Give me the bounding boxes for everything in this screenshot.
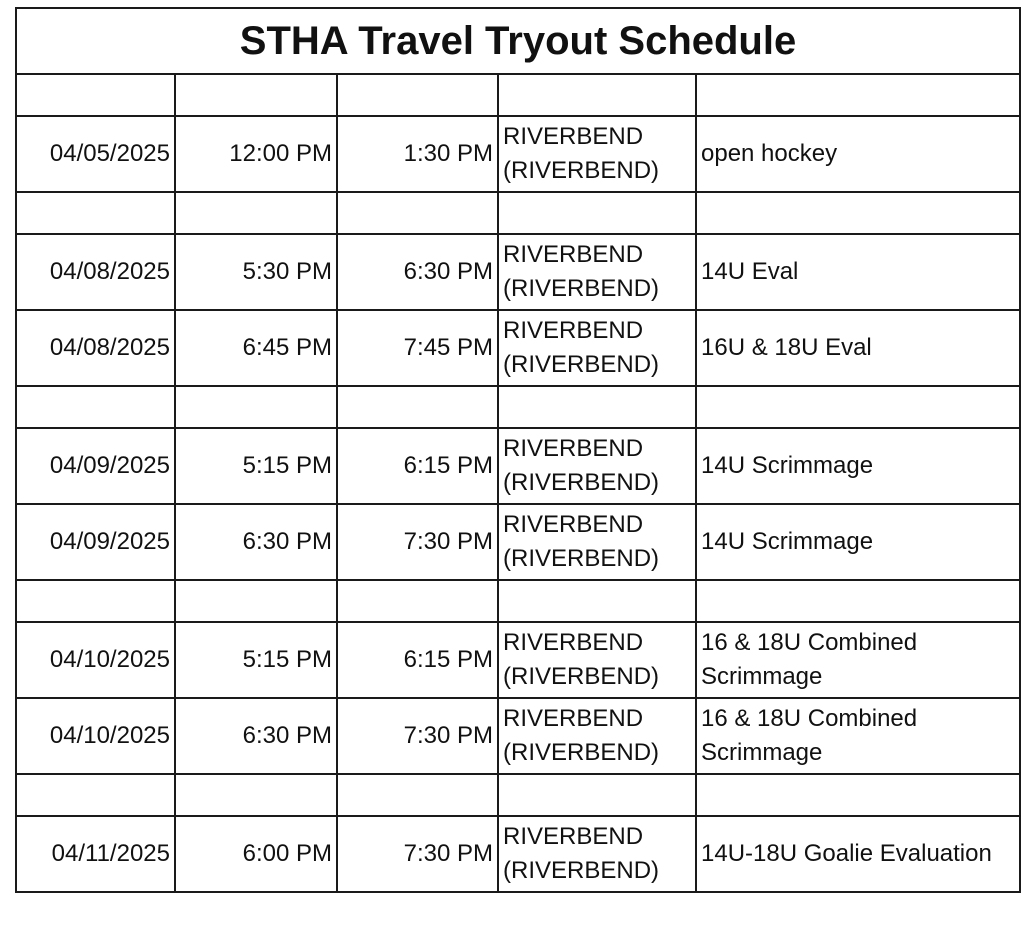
table-row [16,698,1020,774]
table-row [16,310,1020,386]
location-cell [498,622,696,698]
description-cell: 14U Scrimmage [696,428,1020,504]
empty-cell [175,192,337,234]
location-rink: (RIVERBEND) [503,157,660,184]
location-name: RIVERBEND [503,511,644,538]
empty-cell [175,386,337,428]
start-time-cell: 6:30 PM [175,504,337,580]
description-cell: open hockey [696,116,1020,192]
location-cell [498,504,696,580]
start-time-cell: 12:00 PM [175,116,337,192]
table-row [16,116,1020,192]
end-time-cell: 1:30 PM [337,116,498,192]
date-cell: 04/10/2025 [16,698,175,774]
empty-cell [16,74,175,116]
empty-cell [175,74,337,116]
location-cell [498,310,696,386]
location-cell [498,428,696,504]
end-time-cell: 7:30 PM [337,504,498,580]
description-cell: 14U-18U Goalie Evaluation [696,816,1020,892]
location-name: RIVERBEND [503,823,644,850]
page-title: STHA Travel Tryout Schedule [16,8,1020,74]
date-cell: 04/08/2025 [16,234,175,310]
empty-cell [16,774,175,816]
empty-cell [498,192,696,234]
table-row [16,428,1020,504]
location-cell [498,116,696,192]
location-name: RIVERBEND [503,435,644,462]
description-cell: 16 & 18U Combined Scrimmage [696,698,1020,774]
empty-cell [16,192,175,234]
date-cell: 04/11/2025 [16,816,175,892]
description-cell: 16U & 18U Eval [696,310,1020,386]
schedule-table [15,7,1021,893]
location-rink: (RIVERBEND) [503,469,660,496]
empty-cell [498,774,696,816]
description-cell: 14U Eval [696,234,1020,310]
start-time-cell: 5:15 PM [175,622,337,698]
spacer-row [16,386,1020,428]
location-rink: (RIVERBEND) [503,857,660,884]
start-time-cell: 5:30 PM [175,234,337,310]
end-time-cell: 6:30 PM [337,234,498,310]
empty-cell [175,774,337,816]
location-name: RIVERBEND [503,705,644,732]
end-time-cell: 6:15 PM [337,428,498,504]
end-time-cell: 7:45 PM [337,310,498,386]
empty-cell [696,74,1020,116]
empty-cell [498,580,696,622]
empty-cell [696,386,1020,428]
start-time-cell: 6:30 PM [175,698,337,774]
empty-cell [498,74,696,116]
location-rink: (RIVERBEND) [503,351,660,378]
empty-cell [696,192,1020,234]
empty-cell [696,774,1020,816]
location-rink: (RIVERBEND) [503,663,660,690]
location-name: RIVERBEND [503,123,644,150]
start-time-cell: 6:00 PM [175,816,337,892]
table-row [16,816,1020,892]
location-cell [498,698,696,774]
end-time-cell: 7:30 PM [337,698,498,774]
start-time-cell: 6:45 PM [175,310,337,386]
empty-cell [337,386,498,428]
spacer-row [16,74,1020,116]
date-cell: 04/10/2025 [16,622,175,698]
empty-cell [16,580,175,622]
spacer-row [16,580,1020,622]
empty-cell [696,580,1020,622]
empty-cell [337,74,498,116]
table-row [16,504,1020,580]
date-cell: 04/09/2025 [16,504,175,580]
description-cell: 14U Scrimmage [696,504,1020,580]
location-cell [498,234,696,310]
empty-cell [337,774,498,816]
location-name: RIVERBEND [503,317,644,344]
location-rink: (RIVERBEND) [503,739,660,766]
location-rink: (RIVERBEND) [503,275,660,302]
empty-cell [337,580,498,622]
table-row [16,622,1020,698]
date-cell: 04/05/2025 [16,116,175,192]
location-rink: (RIVERBEND) [503,545,660,572]
title-row [16,8,1020,74]
location-cell [498,816,696,892]
date-cell: 04/09/2025 [16,428,175,504]
empty-cell [16,386,175,428]
empty-cell [337,192,498,234]
description-cell: 16 & 18U Combined Scrimmage [696,622,1020,698]
spacer-row [16,192,1020,234]
table-row [16,234,1020,310]
location-name: RIVERBEND [503,241,644,268]
end-time-cell: 6:15 PM [337,622,498,698]
end-time-cell: 7:30 PM [337,816,498,892]
empty-cell [498,386,696,428]
start-time-cell: 5:15 PM [175,428,337,504]
spacer-row [16,774,1020,816]
location-name: RIVERBEND [503,629,644,656]
date-cell: 04/08/2025 [16,310,175,386]
empty-cell [175,580,337,622]
